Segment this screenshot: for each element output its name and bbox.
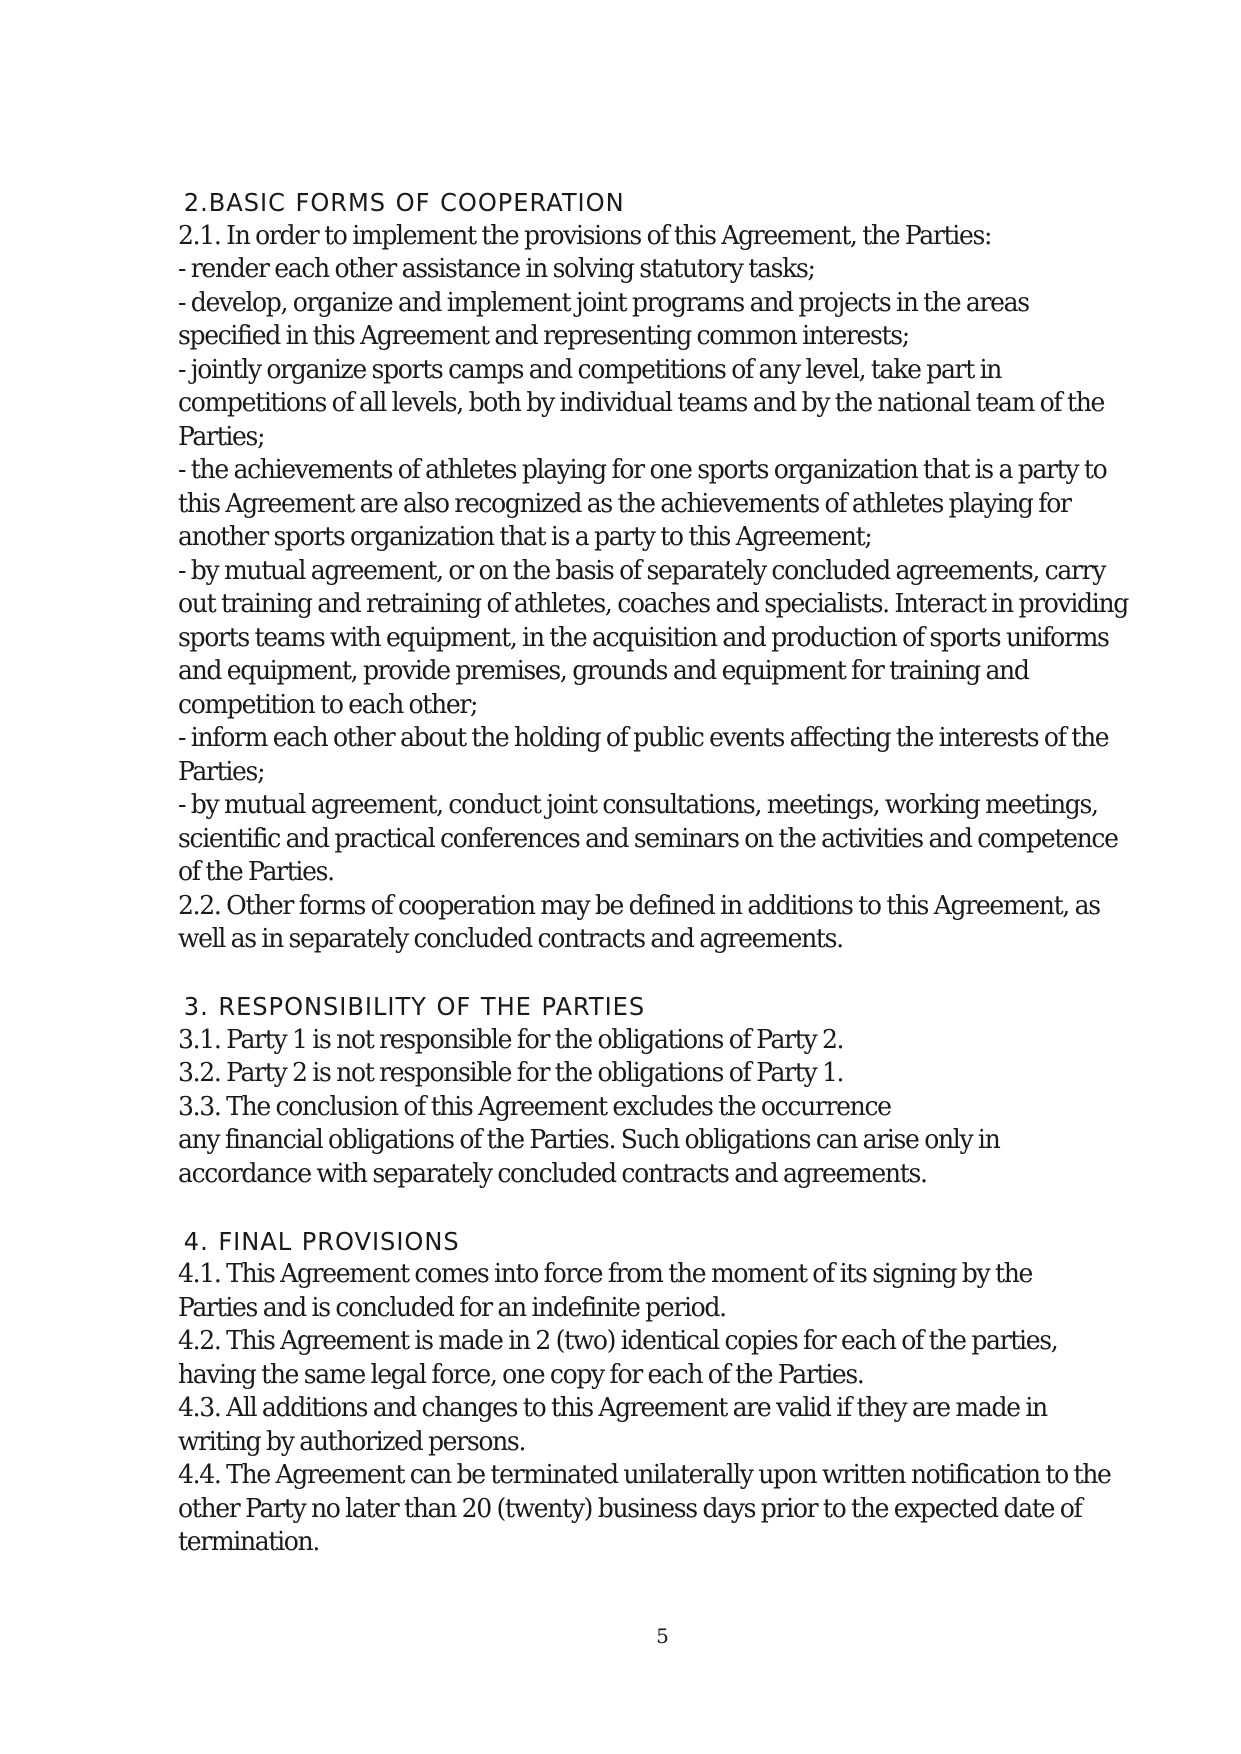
text-line: 2.1. In order to implement the provisions of this Agreement, the Parties:: [178, 220, 992, 251]
text-line: Parties;: [178, 756, 265, 787]
text-line: - render each other assistance in solving statutory tasks;: [178, 254, 815, 284]
section-2: [178, 186, 1133, 957]
section-heading: 2.BASIC FORMS OF COOPERATION: [183, 188, 625, 217]
text-line: competitions of all levels, both by individual teams and by the national team of the: [178, 388, 1105, 418]
section-gap: [178, 957, 1133, 991]
text-line: 4.1. This Agreement comes into force from the moment of its signing by the: [178, 1259, 1033, 1289]
text-line: another sports organization that is a party to this Agreement;: [178, 522, 872, 552]
text-line: - the achievements of athletes playing for one sports organization that is a party to: [178, 455, 1107, 485]
text-line: well as in separately concluded contracts and agreements.: [178, 924, 843, 954]
text-line: 2.2. Other forms of cooperation may be defined in additions to this Agreement, as: [178, 890, 1100, 921]
text-line: 3.2. Party 2 is not responsible for the obligations of Party 1.: [178, 1058, 844, 1088]
text-line: Parties;: [178, 421, 265, 452]
text-line: other Party no later than 20 (twenty) business days prior to the expected date of: [178, 1493, 1082, 1524]
text-line: - jointly organize sports camps and competitions of any level, take part in: [178, 354, 1002, 385]
section-heading: 3. RESPONSIBILITY OF THE PARTIES: [183, 992, 646, 1021]
text-line: 3.3. The conclusion of this Agreement excludes the occurrence: [178, 1091, 891, 1122]
text-line: any financial obligations of the Parties. Such obligations can arise only in: [178, 1125, 1000, 1155]
text-line: 4.4. The Agreement can be terminated unilaterally upon written notification to the: [178, 1460, 1111, 1490]
section-4: [178, 1225, 1133, 1560]
document-body: [178, 186, 1133, 1560]
text-line: writing by authorized persons.: [178, 1426, 526, 1457]
text-line: this Agreement are also recognized as the achievements of athletes playing for: [178, 488, 1071, 519]
text-line: - by mutual agreement, conduct joint consultations, meetings, working meetings,: [178, 790, 1098, 820]
text-line: Parties and is concluded for an indefinite period.: [178, 1292, 726, 1323]
text-line: out training and retraining of athletes, coaches and specialists. Interact in providing: [178, 589, 1128, 619]
text-line: - inform each other about the holding of public events affecting the interests of the: [178, 723, 1109, 753]
section-gap: [178, 1191, 1133, 1225]
text-line: specified in this Agreement and representing common interests;: [178, 321, 909, 351]
page-number: 5: [656, 1624, 669, 1648]
text-line: 4.2. This Agreement is made in 2 (two) identical copies for each of the parties,: [178, 1326, 1058, 1356]
text-line: termination.: [178, 1527, 319, 1557]
text-line: and equipment, provide premises, grounds and equipment for training and: [178, 656, 1029, 686]
text-line: scientific and practical conferences and seminars on the activities and competence: [178, 823, 1118, 854]
text-line: having the same legal force, one copy for each of the Parties.: [178, 1359, 864, 1390]
text-line: 4.3. All additions and changes to this Agreement are valid if they are made in: [178, 1393, 1047, 1423]
section-3: [178, 990, 1133, 1191]
text-line: - develop, organize and implement joint programs and projects in the areas: [178, 287, 1029, 318]
section-heading: 4. FINAL PROVISIONS: [183, 1226, 460, 1256]
text-line: 3.1. Party 1 is not responsible for the obligations of Party 2.: [178, 1024, 844, 1055]
text-line: of the Parties.: [178, 857, 334, 887]
text-line: sports teams with equipment, in the acquisition and production of sports uniforms: [178, 622, 1109, 653]
text-line: competition to each other;: [178, 689, 478, 720]
text-line: accordance with separately concluded contracts and agreements.: [178, 1158, 927, 1189]
text-line: - by mutual agreement, or on the basis of separately concluded agreements, carry: [178, 555, 1106, 586]
